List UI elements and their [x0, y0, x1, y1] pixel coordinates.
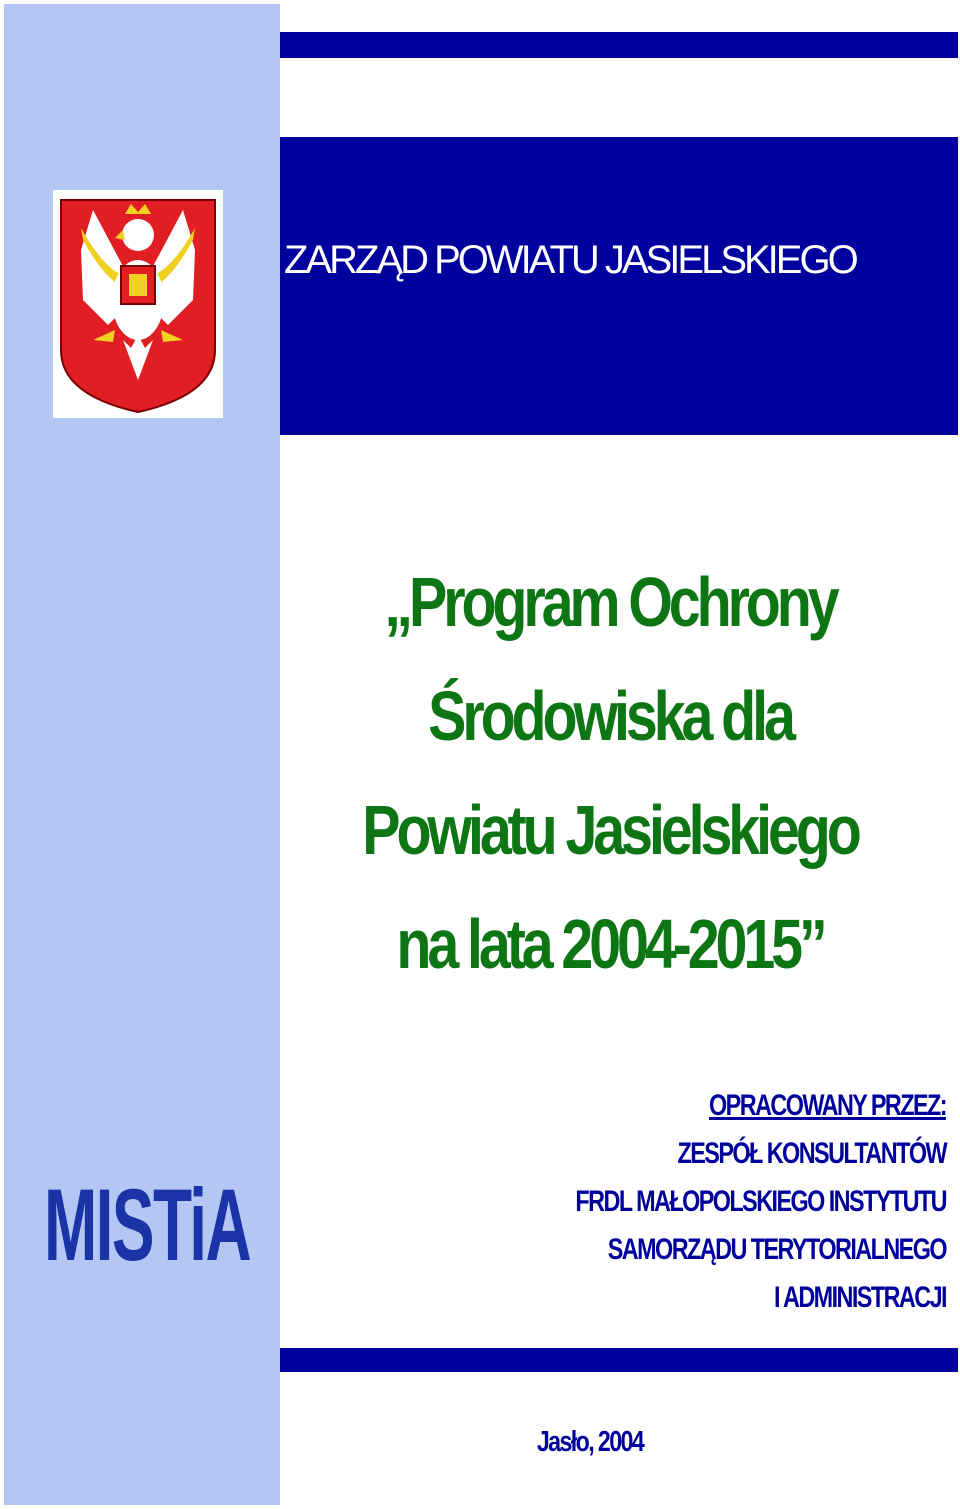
mistia-logo: [43, 1150, 251, 1285]
credits-heading: OPRACOWANY PRZEZ:: [709, 1089, 946, 1122]
header-block: [280, 137, 958, 435]
credits-line-3: SAMORZĄDU TERYTORIALNEGO: [607, 1233, 946, 1266]
credits-block: [386, 1082, 946, 1322]
document-title: [348, 545, 873, 1001]
bottom-navy-bar: [280, 1348, 958, 1372]
mistia-logo-text: MISTiA: [43, 1168, 251, 1283]
top-navy-bar: [280, 32, 958, 58]
credits-line-4: I ADMINISTRACJI: [773, 1281, 946, 1314]
title-line-3: Powiatu Jasielskiego: [362, 791, 858, 869]
title-line-2: Środowiska dla: [428, 677, 792, 755]
title-line-4: na lata 2004-2015”: [396, 905, 824, 983]
footer-place-date: Jasło, 2004: [536, 1426, 644, 1458]
coat-of-arms-icon: [53, 190, 223, 418]
credits-line-1: ZESPÓŁ KONSULTANTÓW: [677, 1137, 946, 1170]
title-line-1: „Program Ochrony: [384, 563, 836, 641]
credits-line-2: FRDL MAŁOPOLSKIEGO INSTYTUTU: [575, 1185, 946, 1218]
header-title: ZARZĄD POWIATU JASIELSKIEGO: [284, 238, 856, 282]
